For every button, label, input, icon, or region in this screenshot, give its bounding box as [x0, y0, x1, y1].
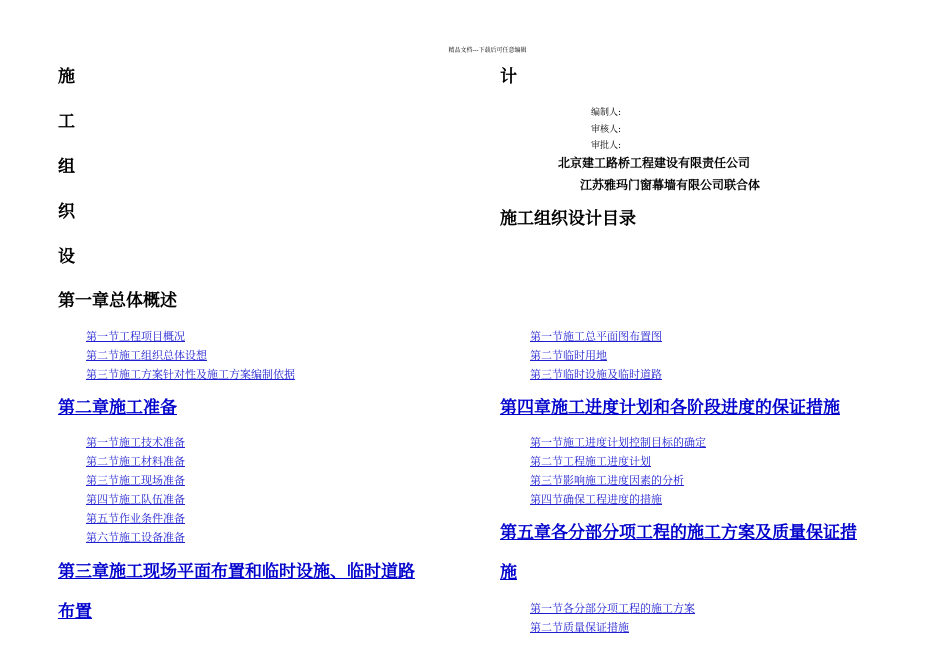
toc-link[interactable]: 第三节施工方案针对性及施工方案编制依据: [86, 368, 295, 381]
chapter-3-link[interactable]: 第三章施工现场平面布置和临时设施、临时道路: [58, 562, 415, 582]
chapter-2-sections: [86, 433, 185, 547]
toc-link[interactable]: 第一节施工进度计划控制目标的确定: [530, 436, 706, 449]
chapter-3-link-cont[interactable]: 布置: [58, 602, 92, 622]
toc-link[interactable]: 第四节施工队伍准备: [86, 493, 185, 506]
cover-title-char-5: 设: [58, 247, 75, 267]
toc-link[interactable]: 第六节施工设备准备: [86, 531, 185, 544]
chapter-5-link-cont[interactable]: 施: [500, 563, 517, 583]
header-note: 精品文档---下载后可任意编辑: [448, 47, 527, 54]
toc-title: 施工组织设计目录: [500, 209, 636, 229]
signature-approver: 审批人:: [591, 141, 622, 151]
chapter-5-sections: [530, 599, 695, 637]
company-name-1: 北京建工路桥工程建设有限责任公司: [558, 156, 751, 170]
toc-link[interactable]: 第二节临时用地: [530, 349, 607, 362]
toc-link[interactable]: 第三节施工现场准备: [86, 474, 185, 487]
toc-link[interactable]: 第一节施工总平面图布置图: [530, 330, 662, 343]
signature-compiler: 编制人:: [591, 108, 622, 118]
toc-link[interactable]: 第二节质量保证措施: [530, 621, 629, 634]
chapter-4-sections: [530, 433, 706, 509]
chapter-1-title: 第一章总体概述: [58, 291, 177, 311]
chapter-4-link[interactable]: 第四章施工进度计划和各阶段进度的保证措施: [500, 398, 840, 418]
toc-link[interactable]: 第三节影响施工进度因素的分析: [530, 474, 684, 487]
toc-link[interactable]: 第一节工程项目概况: [86, 330, 185, 343]
toc-link[interactable]: 第三节临时设施及临时道路: [530, 368, 662, 381]
cover-title-char-4: 织: [58, 202, 75, 222]
toc-link[interactable]: 第一节各分部分项工程的施工方案: [530, 602, 695, 615]
chapter-1-sections: [86, 327, 295, 384]
toc-link[interactable]: 第二节工程施工进度计划: [530, 455, 651, 468]
chapter-2-link[interactable]: 第二章施工准备: [58, 398, 177, 418]
company-name-2: 江苏雅玛门窗幕墙有限公司联合体: [580, 178, 761, 192]
toc-link[interactable]: 第二节施工材料准备: [86, 455, 185, 468]
toc-link[interactable]: 第一节施工技术准备: [86, 436, 185, 449]
chapter-3-sections: [530, 327, 662, 384]
toc-link[interactable]: 第二节施工组织总体设想: [86, 349, 207, 362]
cover-title-char-6: 计: [500, 67, 517, 87]
cover-title-char-1: 施: [58, 67, 75, 87]
toc-link[interactable]: 第五节作业条件准备: [86, 512, 185, 525]
toc-link[interactable]: 第四节确保工程进度的措施: [530, 493, 662, 506]
chapter-5-link[interactable]: 第五章各分部分项工程的施工方案及质量保证措: [500, 523, 857, 543]
cover-title-char-2: 工: [58, 112, 75, 132]
signature-reviewer: 审核人:: [591, 125, 622, 135]
cover-title-char-3: 组: [58, 157, 75, 177]
